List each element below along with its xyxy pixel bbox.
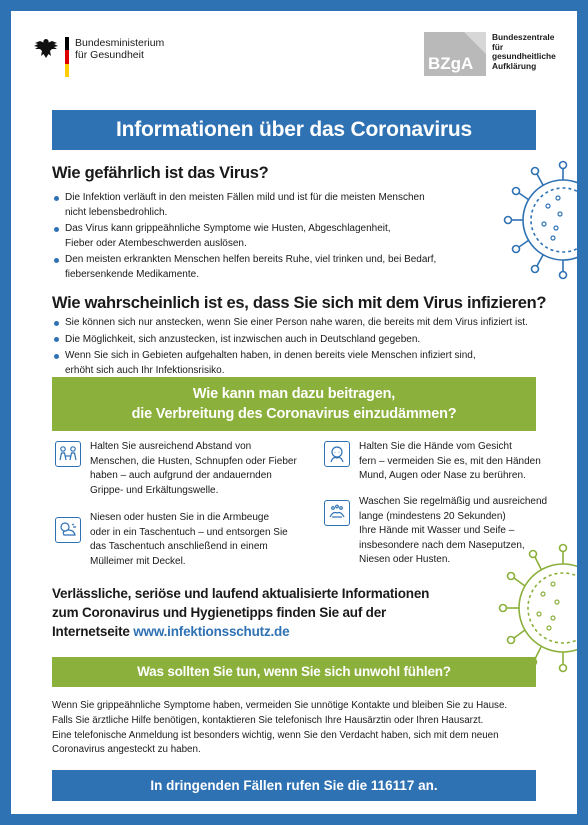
tip-no-face-touch (324, 440, 554, 484)
ministry-name (75, 37, 185, 61)
list-item: Wenn Sie sich in Gebieten aufgehalten haben, in denen bereits viele Menschen infiziert sind, erhöht sich auch Ihr Infektionsrisiko. (54, 349, 544, 378)
distance-icon (55, 441, 81, 467)
german-flag-stripe (65, 37, 69, 77)
bzga-line-4: Aufklärung (492, 60, 537, 71)
section-likelihood-list (54, 316, 544, 380)
tip-distance-text: Halten Sie ausreichend Abstand von Menschen, die Husten, Schnupfen oder Fieber haben – auch aufgrund der andauernden Grippe- und Erkältungswelle. (90, 441, 297, 496)
section-danger-list (54, 191, 504, 284)
virus-icon-blue (498, 156, 577, 286)
bzga-name (492, 33, 567, 76)
reliable-line-2: zum Coronavirus und Hygienetipps finden Sie auf der (52, 605, 387, 620)
tip-hand-washing-text: Waschen Sie regelmäßig und ausreichend lange (mindestens 20 Sekunden) Ihre Hände mit Wasser und Seife – insbesondere nach dem Naseputzen, Niesen oder Husten. (359, 496, 548, 565)
ministry-line-1: Bundesministerium (75, 37, 165, 49)
infektionsschutz-link[interactable]: www.infektionsschutz.de (133, 624, 290, 639)
reliable-line-1: Verlässliche, seriöse und laufend aktualisierte Informationen (52, 586, 430, 601)
bzga-line-1: Bundeszentrale (492, 32, 555, 42)
unwell-text: Wenn Sie grippeähnliche Symptome haben, vermeiden Sie unnötige Kontakte und bleiben Sie zu Hause. Falls Sie ärztliche Hilfe benötigen, kontaktieren Sie telefonisch Ihre Hausärztin oder Ihren Hausarzt. Eine telefonische Anmeldung ist besonders wichtig, wenn Sie den Verdacht haben, sich mit dem neuen Coronavirus angesteckt zu haben. (52, 700, 508, 756)
bzga-logo-text: BZgA (428, 54, 474, 73)
unwell-banner: Was sollten Sie tun, wenn Sie sich unwohl fühlen? (52, 657, 536, 687)
ministry-line-2: für Gesundheit (75, 49, 144, 61)
flag-gold (65, 64, 69, 77)
reliable-line-3: Internetseite www.infektionsschutz.de (52, 624, 290, 639)
list-item: Den meisten erkrankten Menschen helfen bereits Ruhe, viel trinken und, bei Bedarf, fiebersenkende Medikamente. (54, 253, 504, 282)
list-item: Sie können sich nur anstecken, wenn Sie einer Person nahe waren, die bereits mit dem Virus infiziert ist. (54, 316, 544, 331)
flag-black (65, 37, 69, 50)
section-danger-heading: Wie gefährlich ist das Virus? (52, 164, 269, 182)
hand-washing-icon (324, 500, 350, 526)
federal-eagle-icon (33, 37, 59, 59)
page-title: Informationen über das Coronavirus (52, 110, 536, 150)
tip-hand-washing (324, 495, 554, 568)
ministry-logo (33, 37, 185, 77)
header (11, 11, 577, 109)
list-item: Die Infektion verläuft in den meisten Fällen mild und ist für die meisten Menschen nicht lebensbedrohlich. (54, 191, 504, 220)
reliable-info (52, 584, 522, 641)
tip-no-face-touch-text: Halten Sie die Hände vom Gesicht fern – vermeiden Sie es, mit den Händen Mund, Augen oder Nase zu berühren. (359, 441, 541, 481)
sneeze-icon (55, 517, 81, 543)
prevention-line-1: Wie kann man dazu beitragen, (192, 386, 396, 402)
bzga-logo (424, 32, 486, 76)
no-face-touch-icon (324, 441, 350, 467)
tip-sneeze (55, 511, 315, 569)
tip-sneeze-text: Niesen oder husten Sie in die Armbeuge oder in ein Taschentuch – und entsorgen Sie das Taschentuch anschließend in einem Mülleimer mit Deckel. (90, 512, 288, 567)
section-likelihood-heading: Wie wahrscheinlich ist es, dass Sie sich mit dem Virus infizieren? (52, 294, 547, 312)
bzga-line-2: für (492, 41, 504, 52)
flag-red (65, 50, 69, 63)
bzga-logo-block (424, 32, 567, 76)
prevention-banner (52, 377, 536, 431)
list-item: Das Virus kann grippeähnliche Symptome wie Husten, Abgeschlagenheit, Fieber oder Atembeschwerden auslösen. (54, 222, 504, 251)
list-item: Die Möglichkeit, sich anzustecken, ist inzwischen auch in Deutschland gegeben. (54, 333, 544, 348)
tip-distance (55, 440, 315, 498)
bzga-line-3: gesundheitliche (492, 51, 556, 62)
prevention-line-2: die Verbreitung des Coronavirus einzudämmen? (131, 406, 457, 422)
emergency-banner: In dringenden Fällen rufen Sie die 116117 an. (52, 770, 536, 801)
